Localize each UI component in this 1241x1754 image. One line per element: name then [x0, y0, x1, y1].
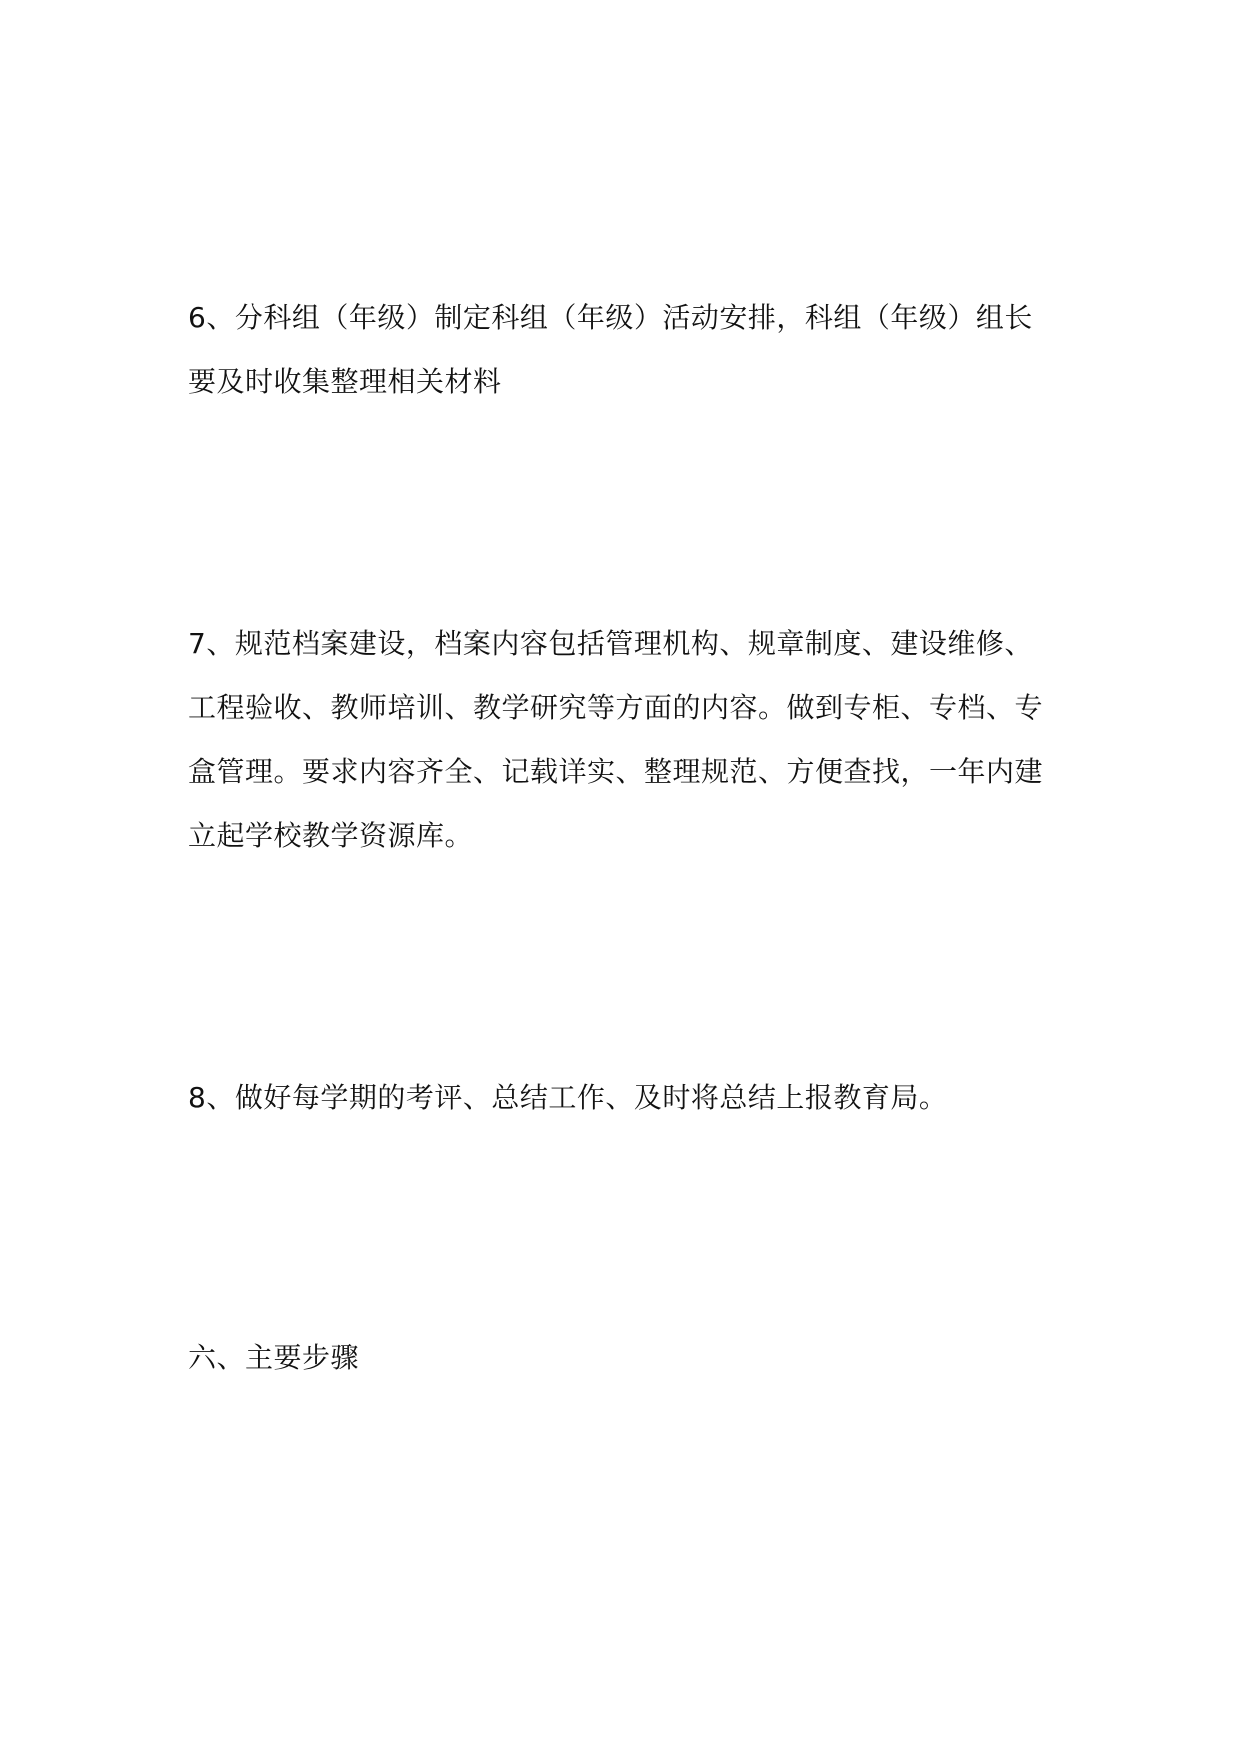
paragraph-item-8	[188, 1066, 1068, 1130]
paragraph-item-7	[188, 612, 1068, 868]
paragraph-line: 6、分科组（年级）制定科组（年级）活动安排，科组（年级）组长	[188, 301, 1033, 334]
section-heading-text: 六、主要步骤	[188, 1341, 360, 1374]
paragraph-line: 7、规范档案建设，档案内容包括管理机构、规章制度、建设维修、	[188, 627, 1033, 660]
paragraph-line: 要及时收集整理相关材料	[188, 365, 502, 398]
paragraph-line: 立起学校教学资源库。	[188, 819, 474, 852]
paragraph-line: 8、做好每学期的考评、总结工作、及时将总结上报教育局。	[188, 1081, 948, 1114]
section-heading-6	[188, 1326, 1068, 1390]
paragraph-line: 盒管理。要求内容齐全、记载详实、整理规范、方便查找，一年内建	[188, 755, 1044, 788]
paragraph-item-6	[188, 286, 1068, 414]
paragraph-line: 工程验收、教师培训、教学研究等方面的内容。做到专柜、专档、专	[188, 691, 1044, 724]
